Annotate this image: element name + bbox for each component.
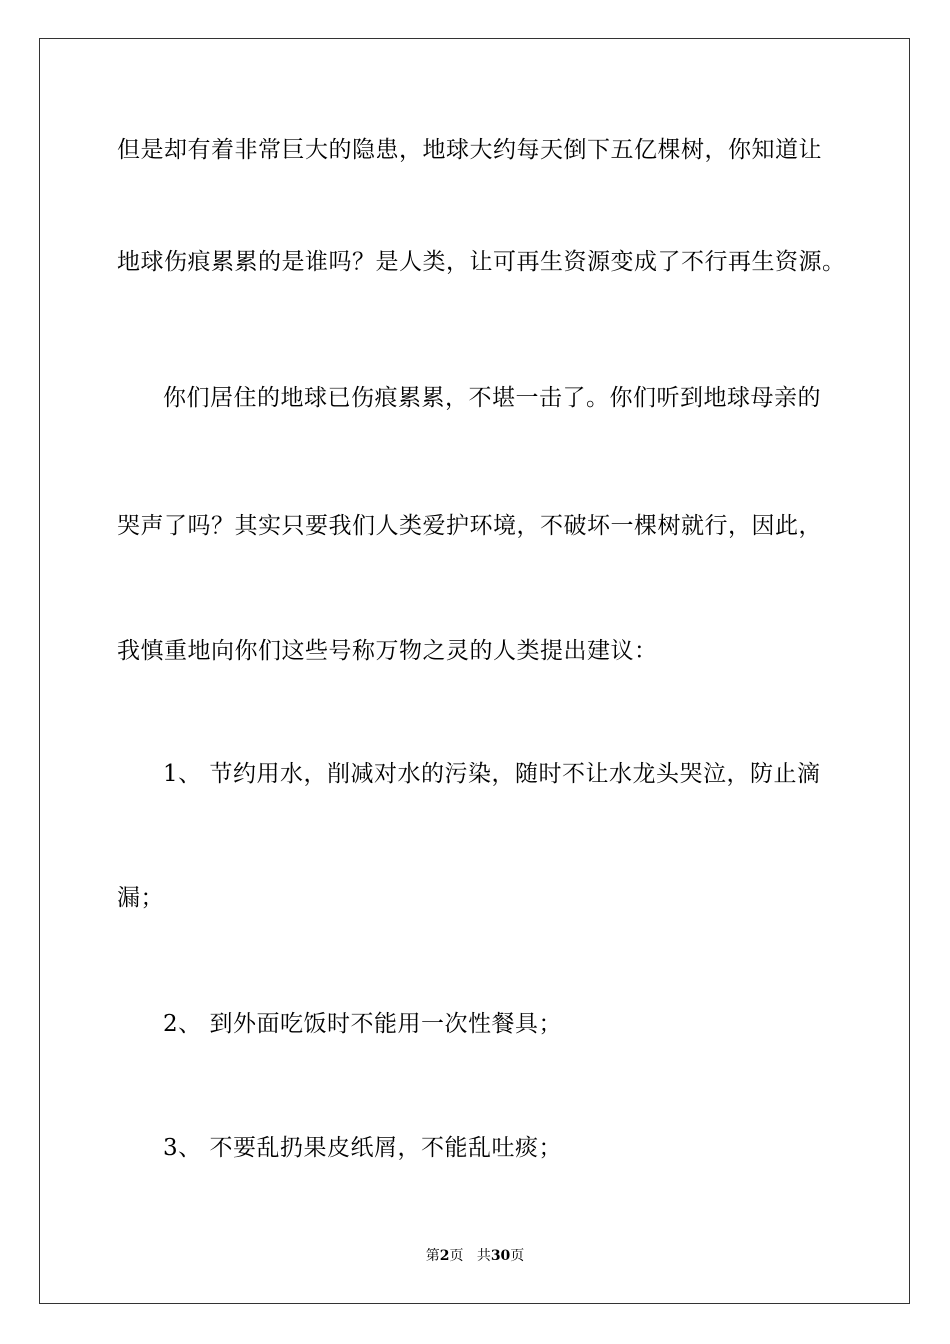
- footer-page-prefix: 第: [425, 1248, 440, 1264]
- list-item-3: 3、 不要乱扔果皮纸屑，不能乱吐痰；: [163, 1135, 562, 1161]
- text-line-2: 地球伤痕累累的是谁吗？是人类，让可再生资源变成了不行再生资源。: [117, 249, 846, 275]
- text-line-1: 但是却有着非常巨大的隐患，地球大约每天倒下五亿棵树，你知道让: [117, 137, 822, 163]
- footer-page-suffix: 页: [449, 1248, 464, 1264]
- page-border: [39, 38, 910, 1304]
- footer-total-pages: 30: [490, 1248, 511, 1264]
- text-line-5: 我慎重地向你们这些号称万物之灵的人类提出建议：: [117, 638, 658, 664]
- text-line-3: 你们居住的地球已伤痕累累，不堪一击了。你们听到地球母亲的: [163, 385, 821, 411]
- page-footer: [0, 1247, 950, 1265]
- footer-total-prefix: 共: [476, 1248, 491, 1264]
- list-item-1-line-2: 漏；: [117, 885, 164, 911]
- list-item-2: 2、 到外面吃饭时不能用一次性餐具；: [163, 1011, 562, 1037]
- footer-page-number: 2: [439, 1248, 450, 1264]
- footer-total-suffix: 页: [510, 1248, 525, 1264]
- text-line-4: 哭声了吗？其实只要我们人类爱护环境，不破坏一棵树就行，因此，: [117, 513, 822, 539]
- list-item-1-line-1: 1、 节约用水，削减对水的污染，随时不让水龙头哭泣，防止滴: [163, 761, 821, 787]
